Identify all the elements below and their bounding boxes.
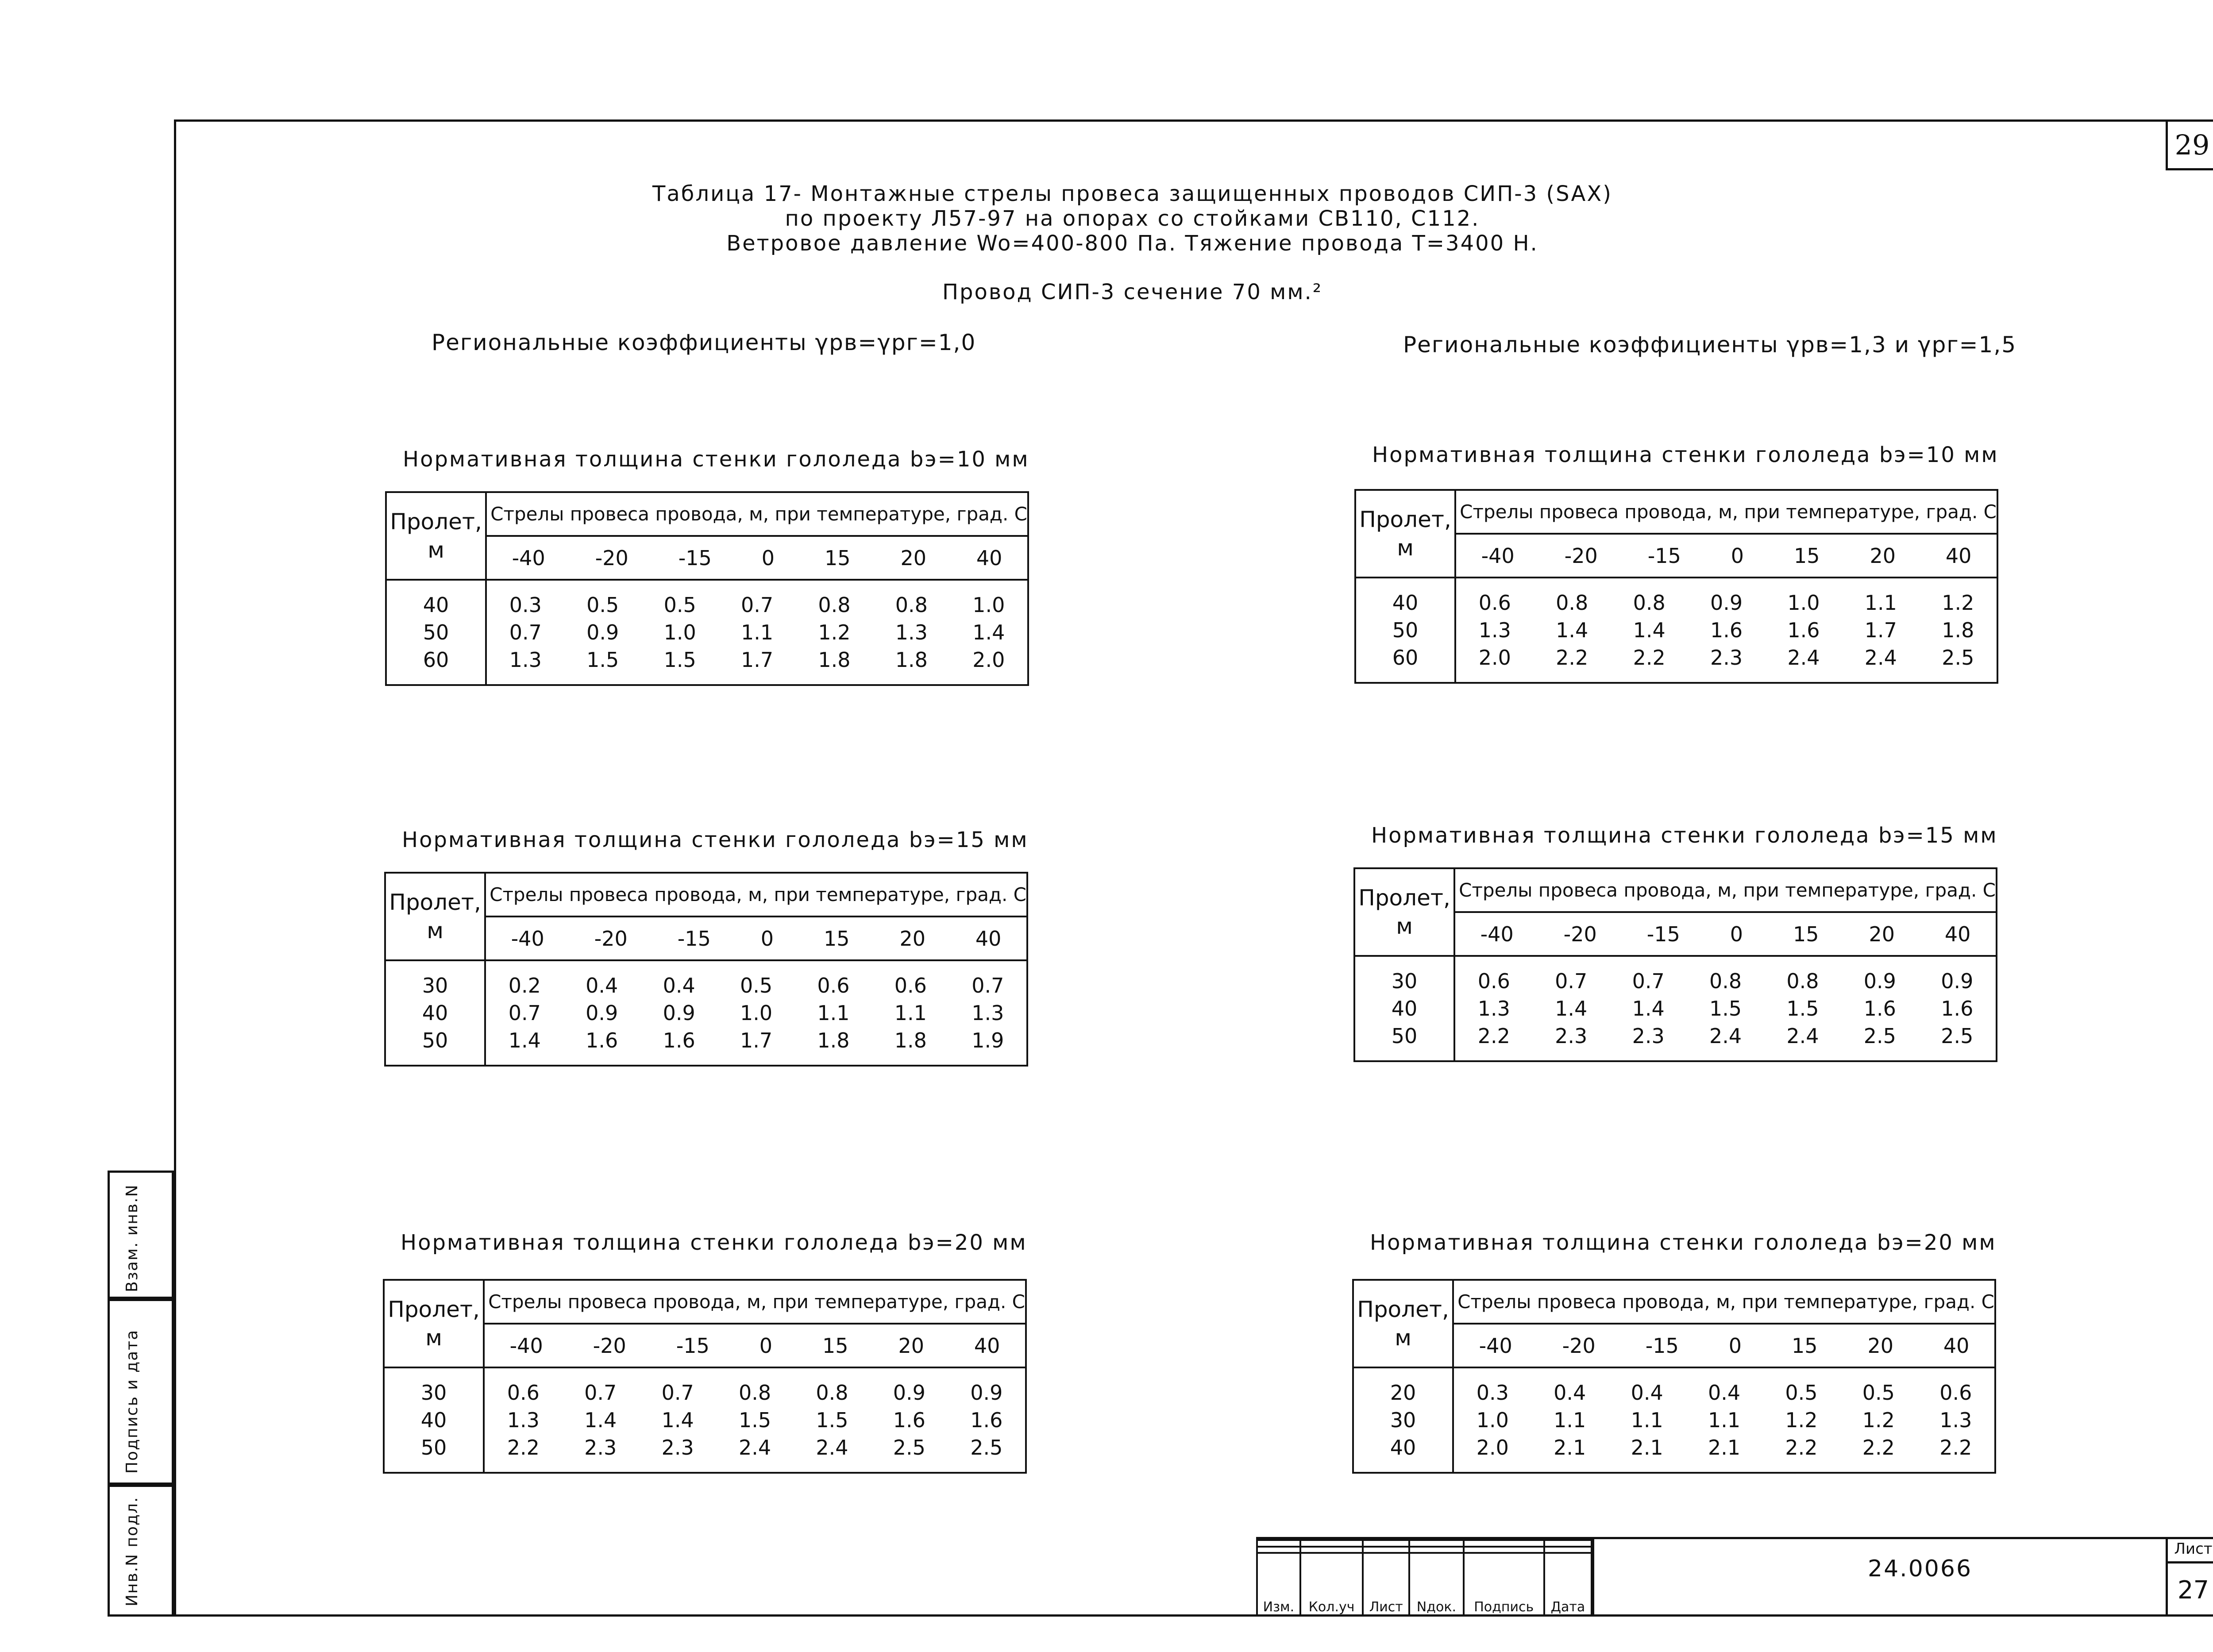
sag-header: Стрелы провеса провода, м, при температуре, град. С (484, 1280, 1026, 1324)
sag-value: 1.3 (507, 1408, 540, 1432)
sag-value: 0.5 (586, 593, 619, 617)
temperature-header: -20 (593, 1333, 626, 1358)
sag-value: 2.4 (1709, 1024, 1742, 1048)
sag-value: 2.0 (972, 648, 1005, 672)
span-value: 30 (420, 1381, 447, 1405)
table-row (486, 1000, 1026, 1026)
left-ice-title-1: Нормативная толщина стенки гололеда bэ=15 мм (402, 828, 1029, 852)
span-value: 40 (423, 593, 449, 617)
temperature-header: 0 (1731, 543, 1744, 568)
sag-value: 1.5 (663, 648, 696, 672)
span-value: 60 (423, 648, 449, 672)
right-ice-title-1: Нормативная толщина стенки гололеда bэ=15 мм (1371, 823, 1998, 848)
sag-value: 0.7 (661, 1381, 694, 1405)
sag-value: 1.8 (818, 648, 851, 672)
sag-value: 0.4 (586, 974, 618, 997)
sag-value: 0.9 (586, 620, 619, 644)
sag-value: 0.5 (740, 974, 773, 997)
sag-value: 1.1 (817, 1001, 850, 1025)
table-row (1455, 968, 1996, 994)
span-value: 60 (1392, 646, 1419, 670)
left-sag-table-1 (384, 872, 1028, 1067)
right-sag-table-2 (1352, 1279, 1996, 1474)
sag-header: Стрелы провеса провода, м, при температуре, град. С (485, 873, 1027, 916)
sag-value: 0.9 (970, 1381, 1003, 1405)
sag-value: 2.4 (1787, 646, 1820, 670)
sheet-value: 27 (2166, 1563, 2213, 1617)
sag-value: 1.7 (740, 1028, 773, 1052)
temperature-header: 40 (1945, 543, 1972, 568)
sag-value: 0.3 (1476, 1381, 1509, 1405)
sag-header: Стрелы провеса провода, м, при температуре, град. С (1453, 1280, 1995, 1324)
span-value: 30 (1390, 1408, 1416, 1432)
temperature-header: -15 (1646, 922, 1680, 946)
sag-value: 1.6 (1863, 997, 1896, 1020)
sag-value: 0.9 (1941, 969, 1974, 993)
sag-value: 0.4 (1631, 1381, 1663, 1405)
sag-value: 0.4 (663, 974, 695, 997)
temperature-header: 40 (1943, 1333, 1970, 1358)
sag-value: 0.7 (740, 593, 774, 617)
left-sag-table-2 (383, 1279, 1027, 1474)
sag-value: 0.6 (1478, 591, 1511, 615)
sag-value: 0.6 (507, 1381, 540, 1405)
sag-value: 2.2 (507, 1436, 540, 1459)
temperature-header: -40 (1481, 543, 1515, 568)
side-stamp-podpis (108, 1299, 174, 1485)
temperature-header: -20 (1564, 543, 1598, 568)
sag-value: 0.7 (584, 1381, 617, 1405)
temperature-header: 20 (900, 546, 926, 570)
sag-value: 2.3 (661, 1436, 694, 1459)
left-coefficients: Региональные коэффициенты γрв=γрг=1,0 (432, 330, 976, 355)
temperature-header: -20 (1562, 1333, 1596, 1358)
sag-value: 1.4 (1556, 618, 1588, 642)
sag-value: 0.3 (509, 593, 542, 617)
title-block-column-label: Кол.уч (1300, 1553, 1363, 1616)
title-block-column-label: Изм. (1257, 1553, 1300, 1616)
sag-value: 2.2 (1862, 1436, 1895, 1459)
temperature-header: 20 (898, 1333, 924, 1358)
sag-value: 2.2 (1556, 646, 1588, 670)
side-label-inv: Инв.N подл. (123, 1496, 141, 1606)
sag-value: 1.1 (1864, 591, 1897, 615)
temperature-header: 0 (1730, 922, 1743, 946)
span-value: 50 (1391, 1024, 1418, 1048)
sag-value: 1.8 (1942, 618, 1974, 642)
temperature-header: 15 (823, 926, 850, 951)
sag-value: 2.3 (1632, 1024, 1665, 1048)
temperature-header: 15 (824, 546, 851, 570)
sag-value: 1.6 (970, 1408, 1003, 1432)
table-row (486, 973, 1026, 998)
temperature-header: 20 (1870, 543, 1896, 568)
sag-value: 1.1 (1554, 1408, 1586, 1432)
table-row (1454, 1380, 1994, 1406)
sag-value: 0.5 (663, 593, 696, 617)
sag-value: 1.0 (740, 1001, 773, 1025)
sag-value: 2.3 (1555, 1024, 1588, 1048)
sag-value: 1.4 (1633, 618, 1666, 642)
sag-value: 0.7 (1555, 969, 1588, 993)
title-block-column-label: Nдок. (1409, 1553, 1463, 1616)
span-header: Пролет, м (384, 1280, 484, 1367)
table-title-line2: по проекту Л57-97 на опорах со стойками СВ110, С112. (785, 206, 1480, 231)
sag-value: 0.8 (1633, 591, 1666, 615)
sag-value: 2.5 (1942, 646, 1974, 670)
sag-value: 1.5 (1786, 997, 1819, 1020)
sag-value: 0.6 (894, 974, 927, 997)
temperature-header: 40 (1944, 922, 1971, 946)
right-sag-table-1 (1353, 867, 1997, 1062)
sag-value: 1.0 (663, 620, 696, 644)
span-header: Пролет, м (1353, 1280, 1453, 1367)
side-stamp-vzam (108, 1171, 174, 1299)
sag-value: 0.9 (1863, 969, 1896, 993)
sag-value: 1.6 (586, 1028, 618, 1052)
sag-header: Стрелы провеса провода, м, при температуре, град. С (1455, 490, 1997, 534)
right-coefficients: Региональные коэффициенты γрв=1,3 и γрг=1,5 (1403, 332, 2017, 358)
temperature-header: 15 (1793, 543, 1820, 568)
table-row (1455, 1023, 1996, 1049)
span-value: 30 (422, 974, 448, 997)
sag-header: Стрелы провеса провода, м, при температуре, град. С (1454, 868, 1997, 912)
sag-value: 0.8 (816, 1381, 848, 1405)
left-ice-title-0: Нормативная толщина стенки гололеда bэ=10 мм (403, 447, 1029, 472)
sag-value: 1.1 (740, 620, 774, 644)
sag-value: 1.3 (509, 648, 542, 672)
table-row (1455, 996, 1996, 1021)
sag-value: 0.8 (1709, 969, 1742, 993)
sag-value: 1.1 (1631, 1408, 1663, 1432)
sag-value: 0.8 (1556, 591, 1588, 615)
sag-value: 1.2 (1785, 1408, 1818, 1432)
right-ice-title-2: Нормативная толщина стенки гололеда bэ=20 мм (1370, 1230, 1997, 1255)
temperature-header: -40 (1479, 1333, 1512, 1358)
sag-value: 1.6 (1787, 618, 1820, 642)
sag-value: 2.2 (1477, 1024, 1510, 1048)
sag-value: 0.8 (895, 593, 928, 617)
table-row (1454, 1407, 1994, 1433)
sag-value: 2.1 (1708, 1436, 1741, 1459)
span-header: Пролет, м (1354, 868, 1454, 956)
sag-value: 1.2 (1942, 591, 1974, 615)
sag-value: 1.4 (1632, 997, 1665, 1020)
sag-value: 2.2 (1633, 646, 1666, 670)
table-row (487, 620, 1027, 645)
sag-value: 1.4 (661, 1408, 694, 1432)
sag-value: 2.1 (1631, 1436, 1663, 1459)
sag-value: 1.4 (584, 1408, 617, 1432)
table-row (1454, 1435, 1994, 1460)
title-block-column-label: Подпись (1464, 1553, 1544, 1616)
sag-value: 2.4 (738, 1436, 771, 1459)
sag-value: 1.4 (1555, 997, 1588, 1020)
title-block-grid (1256, 1539, 1592, 1617)
wire-section-title: Провод СИП-3 сечение 70 мм.² (942, 280, 1323, 304)
temperature-header: -15 (676, 1333, 709, 1358)
sag-value: 1.1 (894, 1001, 927, 1025)
temperature-header: 20 (899, 926, 925, 951)
sag-value: 0.8 (818, 593, 851, 617)
sag-value: 0.7 (509, 620, 542, 644)
temperature-header: 15 (822, 1333, 848, 1358)
side-label-podpis: Подпись и дата (123, 1329, 141, 1474)
sag-value: 1.5 (1709, 997, 1742, 1020)
span-value: 20 (1390, 1381, 1416, 1405)
sag-value: 1.3 (1939, 1408, 1972, 1432)
sag-value: 0.9 (663, 1001, 695, 1025)
left-ice-title-2: Нормативная толщина стенки гололеда bэ=20 мм (401, 1230, 1027, 1255)
temperature-header: -15 (678, 546, 712, 570)
span-value: 40 (420, 1408, 447, 1432)
sag-value: 1.7 (740, 648, 774, 672)
span-header: Пролет, м (385, 873, 485, 960)
temperature-header: -40 (511, 926, 544, 951)
sag-value: 1.3 (1477, 997, 1510, 1020)
span-header: Пролет, м (1355, 490, 1455, 578)
document-code: 24.0066 (1868, 1556, 1973, 1582)
sag-value: 0.6 (1939, 1381, 1972, 1405)
sag-value: 1.9 (972, 1028, 1004, 1052)
sag-value: 0.7 (972, 974, 1004, 997)
table-row (486, 1028, 1026, 1053)
span-header: Пролет, м (386, 492, 486, 580)
temperature-header: -20 (1563, 922, 1597, 946)
sag-value: 1.0 (1787, 591, 1820, 615)
span-value: 50 (420, 1436, 447, 1459)
sag-value: 1.1 (1708, 1408, 1741, 1432)
sag-value: 1.3 (895, 620, 928, 644)
span-value: 50 (1392, 618, 1419, 642)
sag-value: 0.9 (586, 1001, 618, 1025)
sag-value: 0.8 (1786, 969, 1819, 993)
temperature-header: 40 (975, 926, 1002, 951)
sag-value: 0.7 (508, 1001, 541, 1025)
sag-value: 2.3 (584, 1436, 617, 1459)
title-block-column-label: Лист (1363, 1553, 1409, 1616)
table-row (487, 592, 1027, 618)
sag-value: 0.4 (1554, 1381, 1586, 1405)
sag-value: 0.8 (738, 1381, 771, 1405)
temperature-header: -20 (594, 926, 628, 951)
title-block-column-label: Дата (1544, 1553, 1592, 1616)
sag-value: 2.2 (1939, 1436, 1972, 1459)
side-label-vzam: Взам. инв.N (123, 1184, 141, 1292)
sag-value: 2.3 (1710, 646, 1743, 670)
temperature-header: 20 (1867, 1333, 1893, 1358)
sag-value: 2.4 (1786, 1024, 1819, 1048)
sag-value: 1.5 (738, 1408, 771, 1432)
table-row (1456, 617, 1997, 643)
sag-value: 2.0 (1478, 646, 1511, 670)
sag-value: 2.5 (1863, 1024, 1896, 1048)
side-stamp-inv (108, 1485, 174, 1617)
temperature-header: -40 (512, 546, 545, 570)
temperature-header: -40 (509, 1333, 543, 1358)
sag-value: 1.4 (508, 1028, 541, 1052)
span-value: 50 (422, 1028, 448, 1052)
span-value: 40 (1392, 591, 1419, 615)
sag-value: 1.8 (895, 648, 928, 672)
temperature-header: 40 (976, 546, 1002, 570)
sag-value: 1.3 (1478, 618, 1511, 642)
table-row (485, 1435, 1025, 1460)
span-value: 40 (422, 1001, 448, 1025)
sag-value: 1.2 (1862, 1408, 1895, 1432)
table-row (487, 647, 1027, 673)
sag-value: 0.4 (1708, 1381, 1741, 1405)
sag-value: 2.5 (893, 1436, 925, 1459)
sag-value: 1.6 (1710, 618, 1743, 642)
temperature-header: 0 (759, 1333, 773, 1358)
span-value: 30 (1391, 969, 1418, 993)
span-value: 40 (1390, 1436, 1416, 1459)
sag-value: 2.2 (1785, 1436, 1818, 1459)
temperature-header: 15 (1793, 922, 1819, 946)
sag-value: 0.9 (893, 1381, 925, 1405)
sag-value: 1.8 (817, 1028, 850, 1052)
sag-value: 0.6 (817, 974, 850, 997)
sag-value: 1.0 (1476, 1408, 1509, 1432)
table-title-line1: Таблица 17- Монтажные стрелы провеса защищенных проводов СИП-3 (SAX) (652, 181, 1612, 206)
sag-value: 1.6 (663, 1028, 695, 1052)
sag-value: 1.2 (818, 620, 851, 644)
temperature-header: -20 (595, 546, 628, 570)
table-row (485, 1407, 1025, 1433)
sag-value: 1.6 (893, 1408, 925, 1432)
temperature-header: -40 (1480, 922, 1514, 946)
sag-value: 2.4 (1864, 646, 1897, 670)
temperature-header: 20 (1869, 922, 1895, 946)
sheet-number: 29 (2166, 119, 2213, 170)
sag-value: 1.5 (816, 1408, 848, 1432)
sag-value: 2.0 (1476, 1436, 1509, 1459)
sag-value: 1.4 (972, 620, 1005, 644)
sag-value: 2.4 (816, 1436, 848, 1459)
temperature-header: -15 (1645, 1333, 1679, 1358)
sag-value: 0.2 (508, 974, 541, 997)
temperature-header: 15 (1791, 1333, 1818, 1358)
sag-value: 1.5 (586, 648, 619, 672)
sag-value: 0.5 (1862, 1381, 1895, 1405)
span-value: 40 (1391, 997, 1418, 1020)
sag-value: 0.9 (1710, 591, 1743, 615)
table-row (485, 1380, 1025, 1406)
right-ice-title-0: Нормативная толщина стенки гололеда bэ=10 мм (1372, 443, 1999, 467)
sag-value: 0.5 (1785, 1381, 1818, 1405)
sheet-label: Лист (2166, 1537, 2213, 1563)
table-row (1456, 590, 1997, 616)
temperature-header: -15 (1647, 543, 1681, 568)
sag-value: 1.0 (972, 593, 1005, 617)
sag-value: 2.1 (1554, 1436, 1586, 1459)
temperature-header: 0 (1728, 1333, 1742, 1358)
left-sag-table-0 (385, 491, 1029, 686)
temperature-header: 40 (974, 1333, 1000, 1358)
sag-value: 0.6 (1477, 969, 1510, 993)
sag-value: 1.6 (1941, 997, 1974, 1020)
temperature-header: -15 (677, 926, 711, 951)
span-value: 50 (423, 620, 449, 644)
right-sag-table-0 (1354, 489, 1998, 684)
sag-value: 2.5 (1941, 1024, 1974, 1048)
sag-value: 0.7 (1632, 969, 1665, 993)
sag-header: Стрелы провеса провода, м, при температуре, град. С (486, 492, 1028, 536)
table-row (1456, 645, 1997, 670)
sag-value: 1.7 (1864, 618, 1897, 642)
sag-value: 1.8 (894, 1028, 927, 1052)
temperature-header: 0 (760, 926, 774, 951)
title-block (1256, 1537, 2213, 1617)
sag-value: 2.5 (970, 1436, 1003, 1459)
temperature-header: 0 (761, 546, 775, 570)
sag-value: 1.3 (972, 1001, 1004, 1025)
table-title-line3: Ветровое давление Wo=400-800 Па. Тяжение провода Т=3400 Н. (726, 231, 1538, 256)
